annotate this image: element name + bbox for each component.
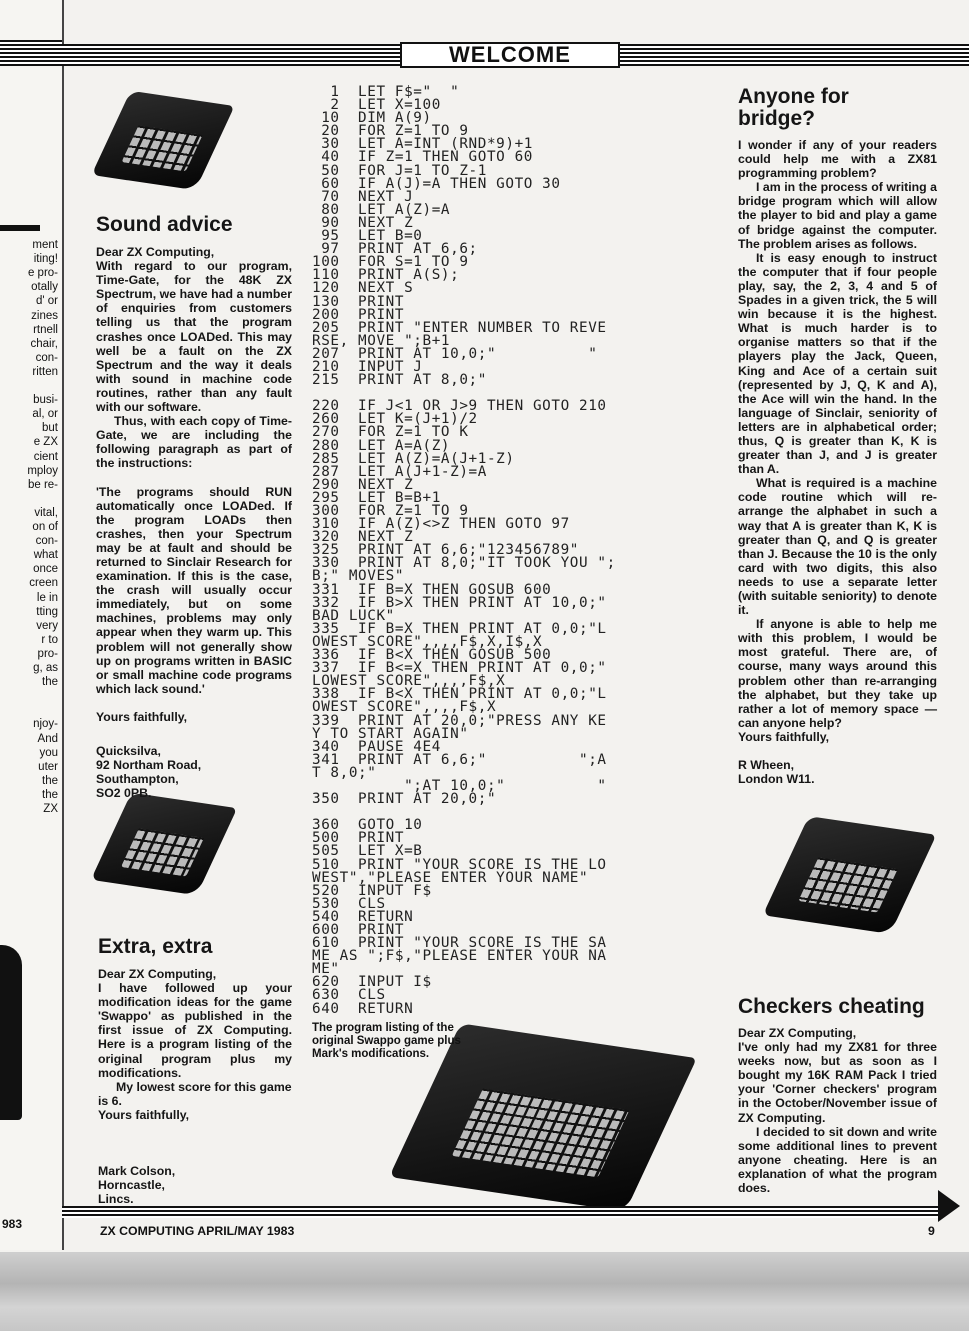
listing-line: 620 INPUT I$ [312,974,432,991]
adjacent-page-number: 983 [2,1217,23,1231]
listing-line: 337 IF B<=X THEN PRINT AT 0,0;" [312,660,607,677]
sender-line: 92 Northam Road, [96,758,202,773]
paragraph: If anyone is able to help me with this problem, I would be most grateful. There are, of course, many ways around this problem other than re-arranging the alphabet, but they take up rather a lot of memory space — can anyone help? [738,617,937,730]
adjacent-text-fragment: iting! [33,253,58,266]
listing-line: 295 LET B=B+1 [312,489,441,506]
listing-line: 280 LET A=A(Z) [312,437,451,454]
signoff: Yours faithfully, [738,729,830,744]
adjacent-text-fragment: otally [31,281,58,294]
adjacent-text-fragment: e pro- [27,267,58,280]
adjacent-text-fragment: busi- [33,394,58,407]
adjacent-black-figure [0,945,22,1120]
listing-line: T 8,0;" [312,764,377,781]
listing-line: ME" [312,961,340,978]
listing-line: 207 PRINT AT 10,0;" " [312,345,598,362]
listing-line: OWEST SCORE",,,,F$,X,I$,X [312,633,543,650]
adjacent-text-fragment: cient [33,450,58,463]
adjacent-text-fragment: be re- [27,478,58,491]
listing-line: 110 PRINT A(S); [312,267,460,284]
listing-line: 80 LET A(Z)=A [312,201,451,218]
paragraph: I've only had my ZX81 for three weeks now, but as soon as I bought my 16K RAM Pack I tried your 'Corner checkers' program in the October/November issue of ZX Computing. [738,1040,937,1125]
listing-line: 341 PRINT AT 6,6;" ";A [312,751,607,768]
paragraph: What is required is a machine code routine which will re-arrange the alphabet in such a way that A is greater than K, K is greater than Q, and Q is greater than J. Because the 10 is the only card with two digits, this also needs to use a separate letter (with suitable seniority) to denote it. [738,476,937,618]
listing-line: 530 CLS [312,895,386,912]
listing-line: 330 PRINT AT 8,0;"IT TOOK YOU "; [312,555,616,572]
adjacent-text-fragment: e ZX [33,436,58,449]
listing-line: 40 IF Z=1 THEN GOTO 60 [312,149,533,166]
paragraph: I decided to sit down and write some additional lines to prevent anyone cheating. Here is an explanation of what the program does. [738,1124,937,1196]
adjacent-header-rule [0,40,62,66]
salutation: Dear ZX Computing, [738,1026,857,1040]
listing-line: OWEST SCORE",,,,F$,X [312,699,497,716]
listing-line: 50 FOR J=1 TO Z-1 [312,162,487,179]
listing-line: 340 PAUSE 4E4 [312,738,441,755]
paragraph: With regard to our program, Time-Gate, for the 48K ZX Spectrum, we have had a number of enquiries from customers telling us that the program crashes once LOADed. This may well be a fault on the ZX Spectrum and the way it deals with sound in machine code routines, rather than any fault with our software. [96,259,292,415]
paragraph: It is easy enough to instruct the computer that if four people play, say, the 2, 3, 4 and 5 of Spades in a given trick, the 5 will win because it is the highest. What is much harder is to organise matters so that if the players play the Jack, Queen, King and Ace of a certain suit (represented by J, Q, K and A), the Ace will win the hand. In the language of Sinclair, seniority of letters are in alphabetical order; thus, Q is greater than K, K is greater than J, and J is greater than A. [738,250,937,477]
quoted-instructions: 'The programs should RUN automatically once LOADed. If the program LOADs then crashes, then your Spectrum may be at fault and should be returned to Sinclair Research for examination. If this is the case, the crash will usually occur immediately, but on some machines, problems may only appear when they warm up. This problem will not generally show up on programs written in BASIC or small machine code programs which lack sound.' [96,484,292,696]
listing-line: LOWEST SCORE",,,,F$,X [312,673,506,690]
adjacent-text-fragment: uter [38,760,58,773]
listing-line: 290 NEXT Z [312,476,414,493]
listing-line: 287 LET A(J+1-Z)=A [312,463,487,480]
adjacent-text-fragment: mploy [27,464,58,477]
listing-line: 30 LET A=INT (RND*9)+1 [312,136,533,153]
listing-line: 90 NEXT Z [312,214,414,231]
listing-line: 350 PRINT AT 20,0;" [312,791,497,808]
listing-line: 215 PRINT AT 8,0;" [312,372,487,389]
sender-line: Lincs. [98,1192,134,1207]
listing-line: 70 NEXT J [312,188,414,205]
adjacent-text-fragment: d' or [35,295,58,308]
listing-line: 520 INPUT F$ [312,882,432,899]
adjacent-text-fragment: rtnell [33,323,58,336]
listing-line: 95 LET B=0 [312,228,423,245]
adjacent-text-fragment: the [42,788,58,801]
adjacent-text-fragment: le in [36,591,58,604]
listing-line: RSE, MOVE ";B+1 [312,332,451,349]
listing-line: 336 IF B<X THEN GOSUB 500 [312,647,552,664]
listing-line: BAD LUCK" [312,607,395,624]
sender-line: London W11. [738,772,815,787]
listing-line: ";AT 10,0;" " [312,777,607,794]
listing-line: 2 LET X=100 [312,97,441,114]
paragraph: I am in the process of writing a bridge program which will allow the player to bid and play a game of bridge against the computer. The problem arises as follows. [738,180,937,251]
salutation: Dear ZX Computing, [98,967,217,981]
heading-extra-extra: Extra, extra [98,935,213,958]
adjacent-text-fragment: ZX [43,803,58,815]
adjacent-text-fragment: zines [31,309,58,322]
sender-line: SO2 0PB. [96,786,152,801]
heading-anyone-for-bridge: Anyone for [738,85,849,108]
adjacent-text-fragment: the [42,676,58,689]
footer-publication: ZX COMPUTING APRIL/MAY 1983 [100,1224,295,1238]
adjacent-text-fragment: con- [35,351,58,364]
listing-line: 285 LET A(Z)=A(J+1-Z) [312,450,515,467]
letter-extra-extra [98,936,292,1206]
listing-line: ME AS ";F$,"PLEASE ENTER YOUR NA [312,948,607,965]
listing-line: WEST","PLEASE ENTER YOUR NAME" [312,869,589,886]
listing-line: 97 PRINT AT 6,6; [312,241,478,258]
listing-line: 325 PRINT AT 6,6;"123456789" [312,542,580,559]
paragraph: My lowest score for this game is 6. [98,1079,292,1108]
heading-checkers-cheating: Checkers cheating [738,995,925,1018]
salutation: Dear ZX Computing, [96,245,215,259]
continue-arrow-icon [938,1190,960,1222]
adjacent-text-fragment: al, or [32,408,58,421]
listing-line: 310 IF A(Z)<>Z THEN GOTO 97 [312,516,570,533]
letter-checkers-cheating [738,996,937,1195]
listing-line: 1 LET F$=" " [312,84,460,100]
listing-line: 270 FOR Z=1 TO K [312,424,469,441]
header-stripes-left [62,44,400,66]
listing-line: 610 PRINT "YOUR SCORE IS THE SA [312,935,607,952]
adjacent-text-fragment: r to [41,633,58,646]
scan-margin [0,1252,969,1331]
adjacent-text-fragment: vital, [34,506,58,519]
listing-line: 338 IF B<X THEN PRINT AT 0,0;"L [312,686,607,703]
listing-line: 200 PRINT [312,306,405,323]
listing-line: 320 NEXT Z [312,529,414,546]
adjacent-text-fragment: once [33,563,58,576]
listing-line: 10 DIM A(9) [312,110,432,127]
adjacent-text-fragment: pro- [37,647,58,660]
adjacent-text-fragment: g, as [33,662,58,674]
adjacent-text-fragment: but [42,422,58,435]
adjacent-text-fragment: con- [35,535,58,548]
zx81-computer-image [418,1040,668,1195]
listing-line: 540 RETURN [312,908,414,925]
listing-line: 331 IF B=X THEN GOSUB 600 [312,581,552,598]
adjacent-text-fragment: tting [36,605,58,618]
page-number: 9 [928,1224,935,1238]
listing-line: 640 RETURN [312,1000,414,1017]
letter-sound-advice [96,214,292,800]
signoff: Yours faithfully, [96,709,188,724]
listing-line: 20 FOR Z=1 TO 9 [312,123,469,140]
adjacent-text-fragment: ritten [32,365,58,378]
paragraph: I wonder if any of your readers could help me with a ZX81 programming problem? [738,138,937,181]
zx81-computer-image [108,800,220,888]
sender-line: Horncastle, [98,1178,165,1193]
listing-line: 205 PRINT "ENTER NUMBER TO REVE [312,319,607,336]
adjacent-text-fragment: creen [29,577,58,590]
listing-line: 300 FOR Z=1 TO 9 [312,503,469,519]
listing-line: 500 PRINT [312,830,405,847]
letter-anyone-for-bridge [738,86,937,786]
program-listing [312,86,732,1016]
zx81-computer-image [108,98,218,183]
heading-sound-advice: Sound advice [96,213,233,236]
listing-line: 505 LET X=B [312,843,423,860]
listing-line: 360 GOTO 10 [312,817,423,834]
zx81-computer-image [782,825,917,925]
heading-anyone-for-bridge-2: bridge? [738,107,815,130]
listing-line: 332 IF B>X THEN PRINT AT 10,0;" [312,594,607,611]
listing-line: 60 IF A(J)=A THEN GOTO 30 [312,175,561,192]
sender-line: Southampton, [96,772,179,787]
paragraph: I have followed up your modification ideas for the game 'Swappo' as published in the first issue of ZX Computing. Here is a program listing of the original program plus my modifications. [98,981,292,1080]
adjacent-text-fragment: what [33,549,58,562]
adjacent-text-fragment: ment [32,239,58,251]
listing-line: 100 FOR S=1 TO 9 [312,254,469,271]
paragraph: Thus, with each copy of Time-Gate, we are including the following paragraph as part of the instructions: [96,414,292,471]
adjacent-page-strip [0,0,64,1250]
listing-line: 339 PRINT AT 20,0;"PRESS ANY KE [312,712,607,729]
adjacent-text-fragment: very [36,619,58,632]
section-title: WELCOME [400,42,620,68]
sender-line: R Wheen, [738,758,795,773]
listing-line: 260 LET K=(J+1)/2 [312,411,478,428]
listing-line: Y TO START AGAIN" [312,725,469,742]
adjacent-text-fragment: you [39,746,58,759]
sender-line: Quicksilva, [96,744,161,758]
listing-line: 210 INPUT J [312,358,423,375]
adjacent-text-fragment: the [42,774,58,787]
listing-line: 120 NEXT S [312,280,414,297]
listing-caption: The program listing of the original Swappo game plus Mark's modifications. [312,1022,461,1060]
footer-rule [62,1206,939,1218]
signoff: Yours faithfully, [98,1107,190,1122]
section-header [62,44,969,66]
header-stripes-right [620,44,969,66]
adjacent-text-fragment: chair, [30,337,58,350]
listing-line: 335 IF B=X THEN PRINT AT 0,0;"L [312,620,607,637]
listing-line: 130 PRINT [312,293,405,310]
listing-line: 510 PRINT "YOUR SCORE IS THE LO [312,856,607,873]
listing-line: 630 CLS [312,987,386,1004]
adjacent-text-fragment: And [37,732,58,745]
adjacent-text-fragment: njoy- [33,718,58,731]
listing-line: 600 PRINT [312,922,405,938]
sender-line: Mark Colson, [98,1164,176,1179]
adjacent-text-fragment: on of [32,521,58,533]
listing-line: 220 IF J<1 OR J>9 THEN GOTO 210 [312,398,607,415]
adjacent-divider [0,225,40,231]
listing-line: B;" MOVES" [312,568,405,585]
